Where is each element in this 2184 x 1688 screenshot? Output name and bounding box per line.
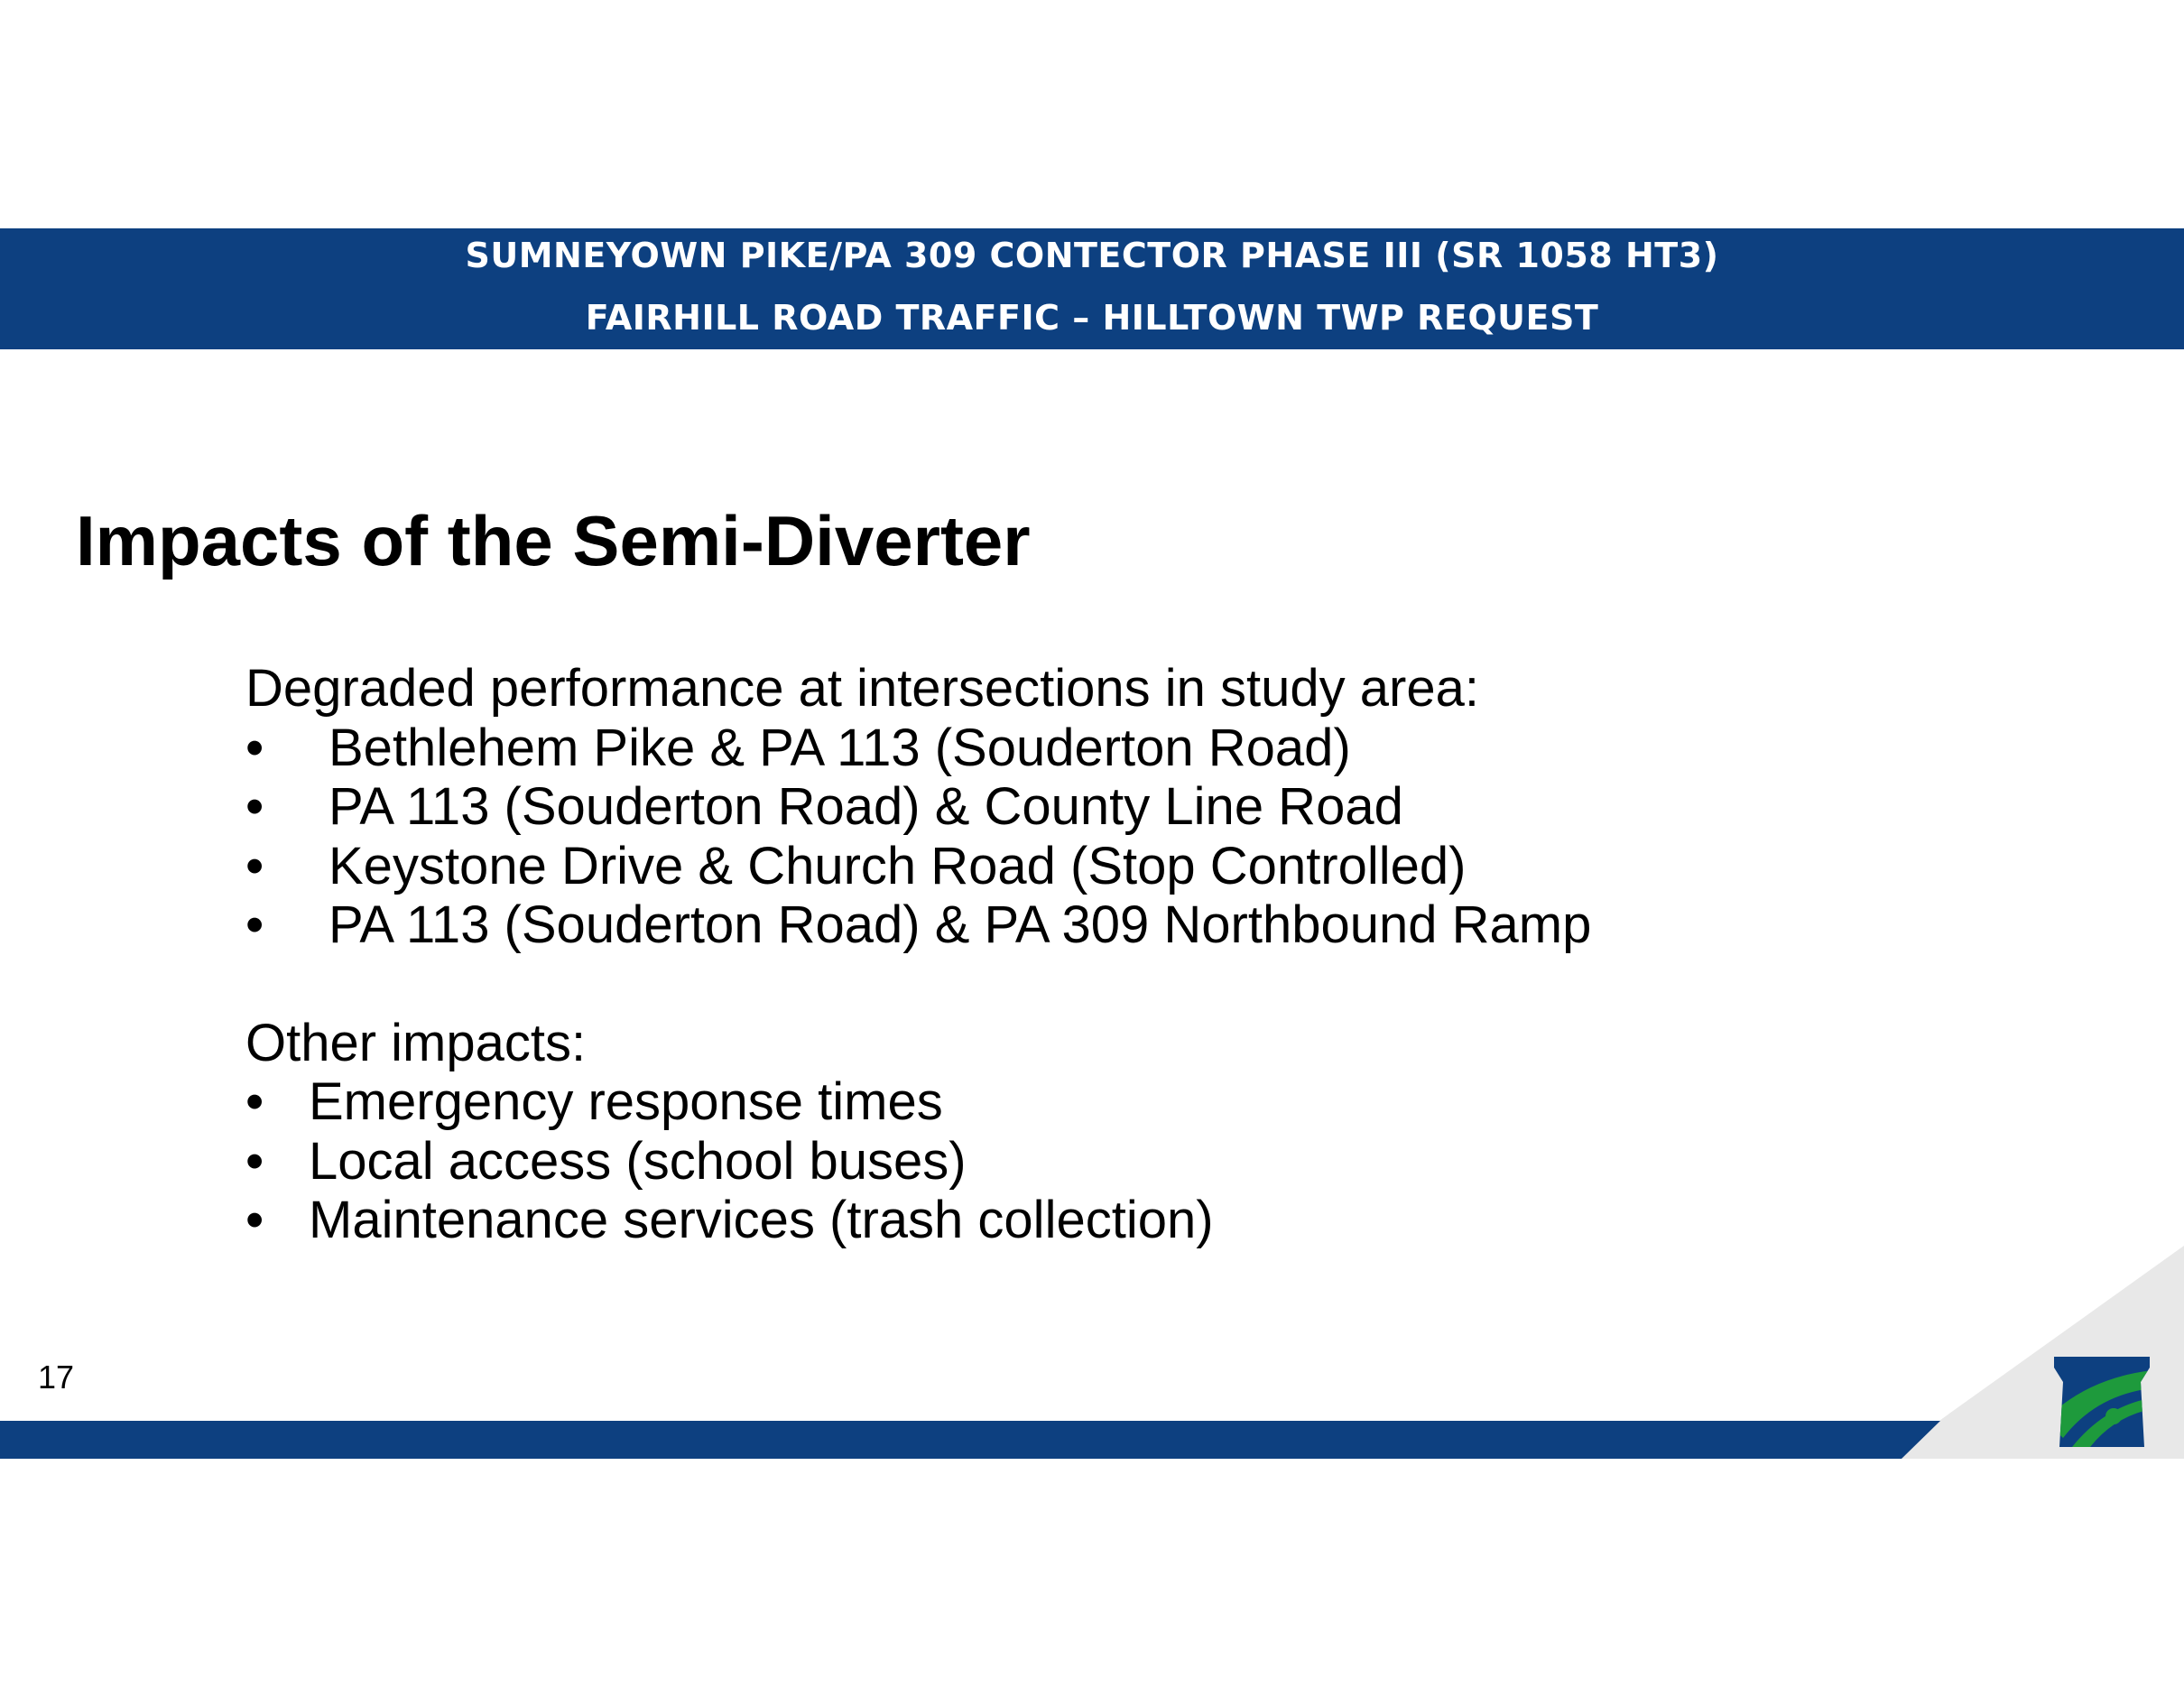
list-item-text: Emergency response times — [309, 1072, 943, 1131]
page-number: 17 — [38, 1359, 75, 1396]
list-item-text: Maintenance services (trash collection) — [309, 1191, 1214, 1249]
footer-band — [0, 1421, 1940, 1459]
list-item — [245, 895, 1591, 955]
list-item — [245, 777, 1591, 837]
slide-content — [245, 659, 1591, 1250]
list-item-text: PA 113 (Souderton Road) & PA 309 Northbound Ramp — [329, 895, 1592, 954]
list-item-text: Keystone Drive & Church Road (Stop Controlled) — [329, 836, 1467, 895]
section-spacer — [245, 955, 1591, 1014]
section-heading-other: Other impacts: — [245, 1013, 587, 1072]
header-title-line-2: FAIRHILL ROAD TRAFFIC – HILLTOWN TWP REQUEST — [585, 298, 1599, 338]
bullet-icon: • — [245, 1072, 264, 1131]
list-item-text: Bethlehem Pike & PA 113 (Souderton Road) — [329, 718, 1351, 777]
bullet-icon: • — [245, 895, 264, 954]
intersection-list — [245, 719, 1591, 955]
other-impacts-list — [245, 1072, 1591, 1250]
list-item — [245, 1072, 1591, 1132]
section-heading-degraded: Degraded performance at intersections in study area: — [245, 659, 1479, 718]
list-item — [245, 719, 1591, 778]
list-item-text: PA 113 (Souderton Road) & County Line Road — [329, 777, 1403, 836]
page-title: Impacts of the Semi-Diverter — [76, 501, 1031, 580]
bullet-icon: • — [245, 836, 264, 895]
bullet-icon: • — [245, 718, 264, 777]
list-item — [245, 1191, 1591, 1250]
bullet-icon: • — [245, 1191, 264, 1249]
keystone-logo-icon — [2054, 1357, 2150, 1447]
bullet-icon: • — [245, 777, 264, 836]
bullet-icon: • — [245, 1131, 264, 1191]
list-item — [245, 837, 1591, 896]
list-item — [245, 1132, 1591, 1192]
list-item-text: Local access (school buses) — [309, 1131, 967, 1191]
header-title-line-1: SUMNEYOWN PIKE/PA 309 CONTECTOR PHASE III (SR 1058 HT3) — [465, 236, 1719, 275]
